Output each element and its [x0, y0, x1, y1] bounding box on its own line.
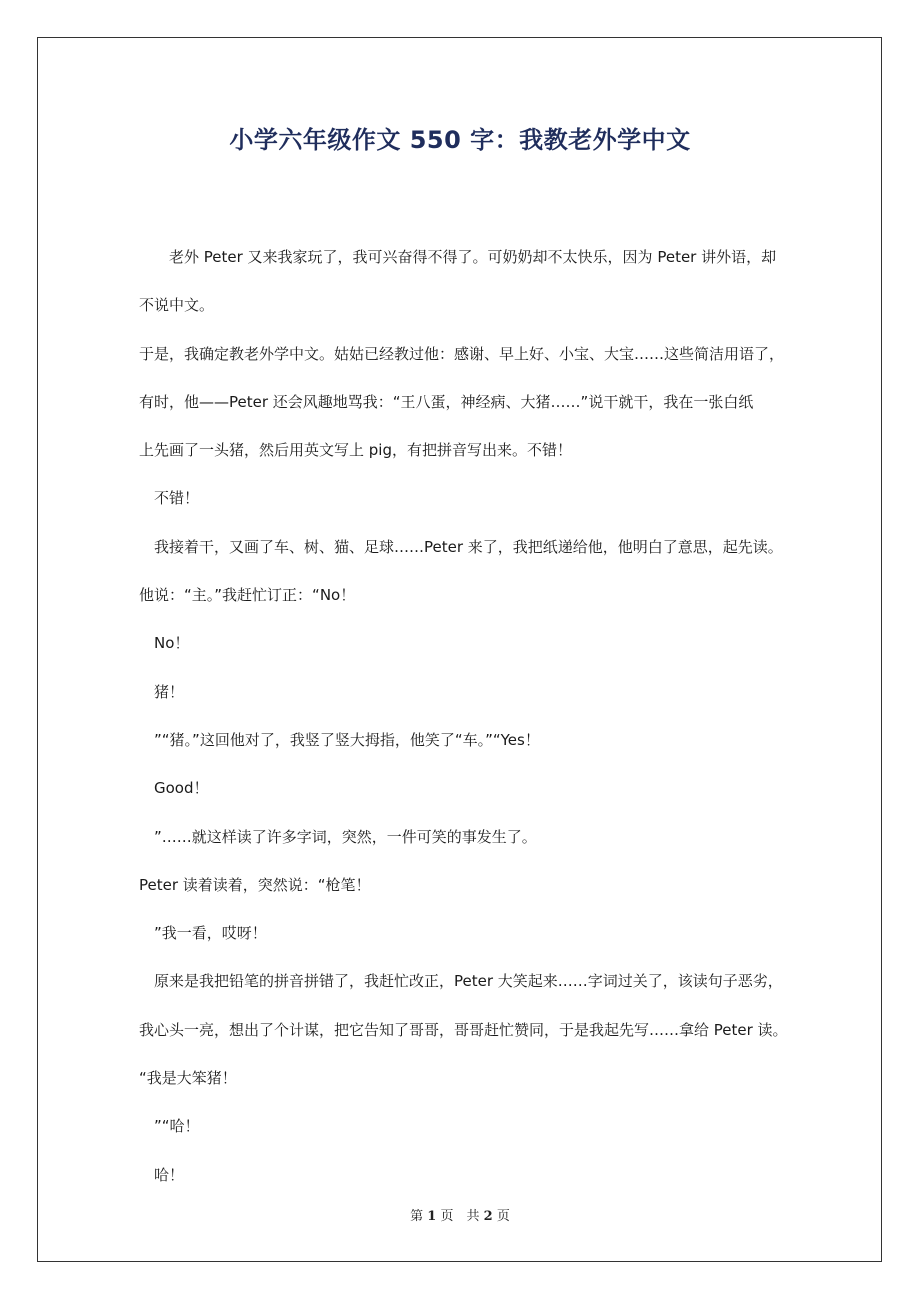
text-line: ”我一看，哎呀！ [139, 924, 267, 943]
text-line: 猪！ [139, 682, 185, 701]
total-pages: 2 [483, 1209, 493, 1224]
text-line: 不说中文。 [139, 296, 215, 315]
page-mid: 页 共 [440, 1209, 480, 1224]
text-line: ”……就这样读了许多字词，突然，一件可笑的事发生了。 [139, 827, 537, 846]
text-line: 不错！ [139, 489, 200, 508]
current-page: 1 [427, 1209, 437, 1224]
text-line: 于是，我确定教老外学中文。姑姑已经教过他：感谢、早上好、小宝、大宝……这些简洁用语了， [139, 344, 785, 363]
text-line: 老外 Peter 又来我家玩了，我可兴奋得不得了。可奶奶却不太快乐，因为 Peter 讲外语，却 [139, 248, 777, 266]
article-body [139, 238, 799, 1204]
page-number [0, 1205, 920, 1224]
page-title: 小学六年级作文 550 字：我教老外学中文 [229, 126, 691, 154]
text-line: 哈！ [139, 1165, 185, 1184]
text-line: ”“哈！ [139, 1117, 200, 1136]
text-line: “我是大笨猪！ [139, 1069, 237, 1088]
text-line: 原来是我把铅笔的拼音拼错了，我赶忙改正，Peter 大笑起来……字词过关了，该读句子恶劣， [139, 972, 783, 991]
text-line: No！ [139, 634, 190, 653]
text-line: ”“猪。”这回他对了，我竖了竖大拇指，他笑了“车。”“Yes！ [139, 730, 540, 749]
text-line: 他说：“主。”我赶忙订正：“No！ [139, 586, 356, 605]
text-line: 我接着干，又画了车、树、猫、足球……Peter 来了，我把纸递给他，他明白了意思，起先读。 [139, 537, 783, 556]
page-suffix: 页 [496, 1209, 510, 1224]
page-prefix: 第 [410, 1209, 424, 1224]
text-line: 有时，他——Peter 还会风趣地骂我：“王八蛋，神经病、大猪……”说干就干，我在一张白纸 [139, 392, 754, 411]
text-line: 我心头一亮，想出了个计谋，把它告知了哥哥，哥哥赶忙赞同，于是我起先写……拿给 Peter 读。 [139, 1020, 788, 1039]
text-line: Good！ [139, 779, 209, 798]
text-line: 上先画了一头猪，然后用英文写上 pig，有把拼音写出来。不错！ [139, 441, 572, 460]
text-line: Peter 读着读着，突然说：“枪笔！ [139, 875, 371, 894]
